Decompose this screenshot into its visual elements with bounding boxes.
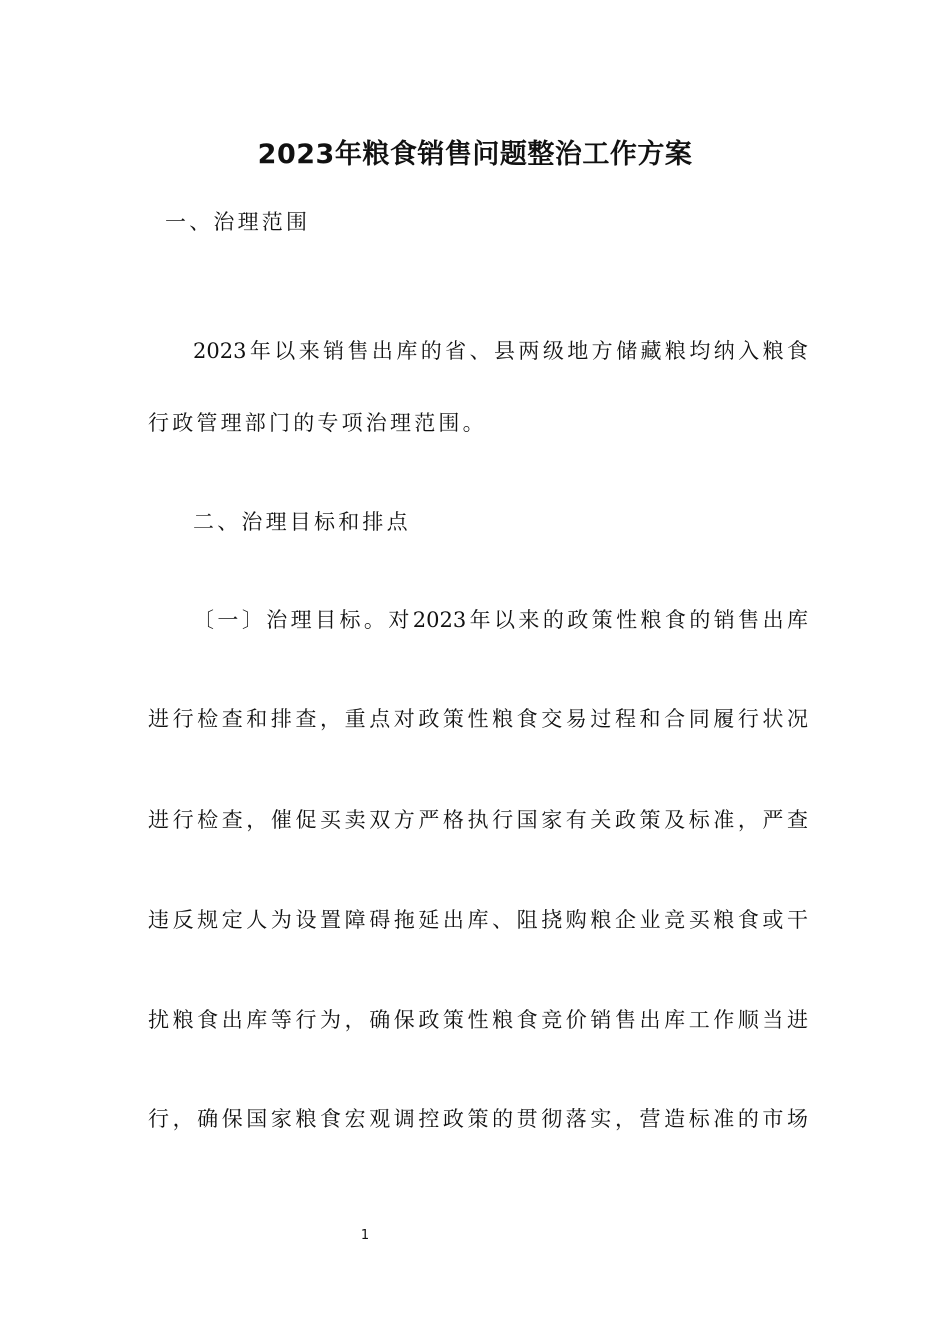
section-heading: 一、治理范围	[165, 210, 311, 234]
paragraph-line: 违反规定人为设置障碍拖延出库、阻挠购粮企业竞买粮食或干	[148, 908, 808, 932]
paragraph-line: 行政管理部门的专项治理范围。	[148, 411, 487, 435]
paragraph-line: 扰粮食出库等行为，确保政策性粮食竞价销售出库工作顺当进	[148, 1008, 808, 1032]
paragraph-line: 进行检查，催促买卖双方严格执行国家有关政策及标准，严查	[148, 808, 808, 832]
paragraph-line: 2023年以来销售出库的省、县两级地方储藏粮均纳入粮食	[193, 339, 808, 363]
paragraph-line: 行，确保国家粮食宏观调控政策的贯彻落实，营造标准的市场	[148, 1107, 808, 1131]
page-number: 1	[360, 1228, 370, 1243]
section-heading: 二、治理目标和排点	[193, 510, 411, 534]
paragraph-line: 〔一〕治理目标。对2023年以来的政策性粮食的销售出库	[193, 608, 808, 632]
paragraph-line: 进行检查和排查，重点对政策性粮食交易过程和合同履行状况	[148, 707, 808, 731]
page-title: 2023年粮食销售问题整治工作方案	[257, 139, 693, 170]
